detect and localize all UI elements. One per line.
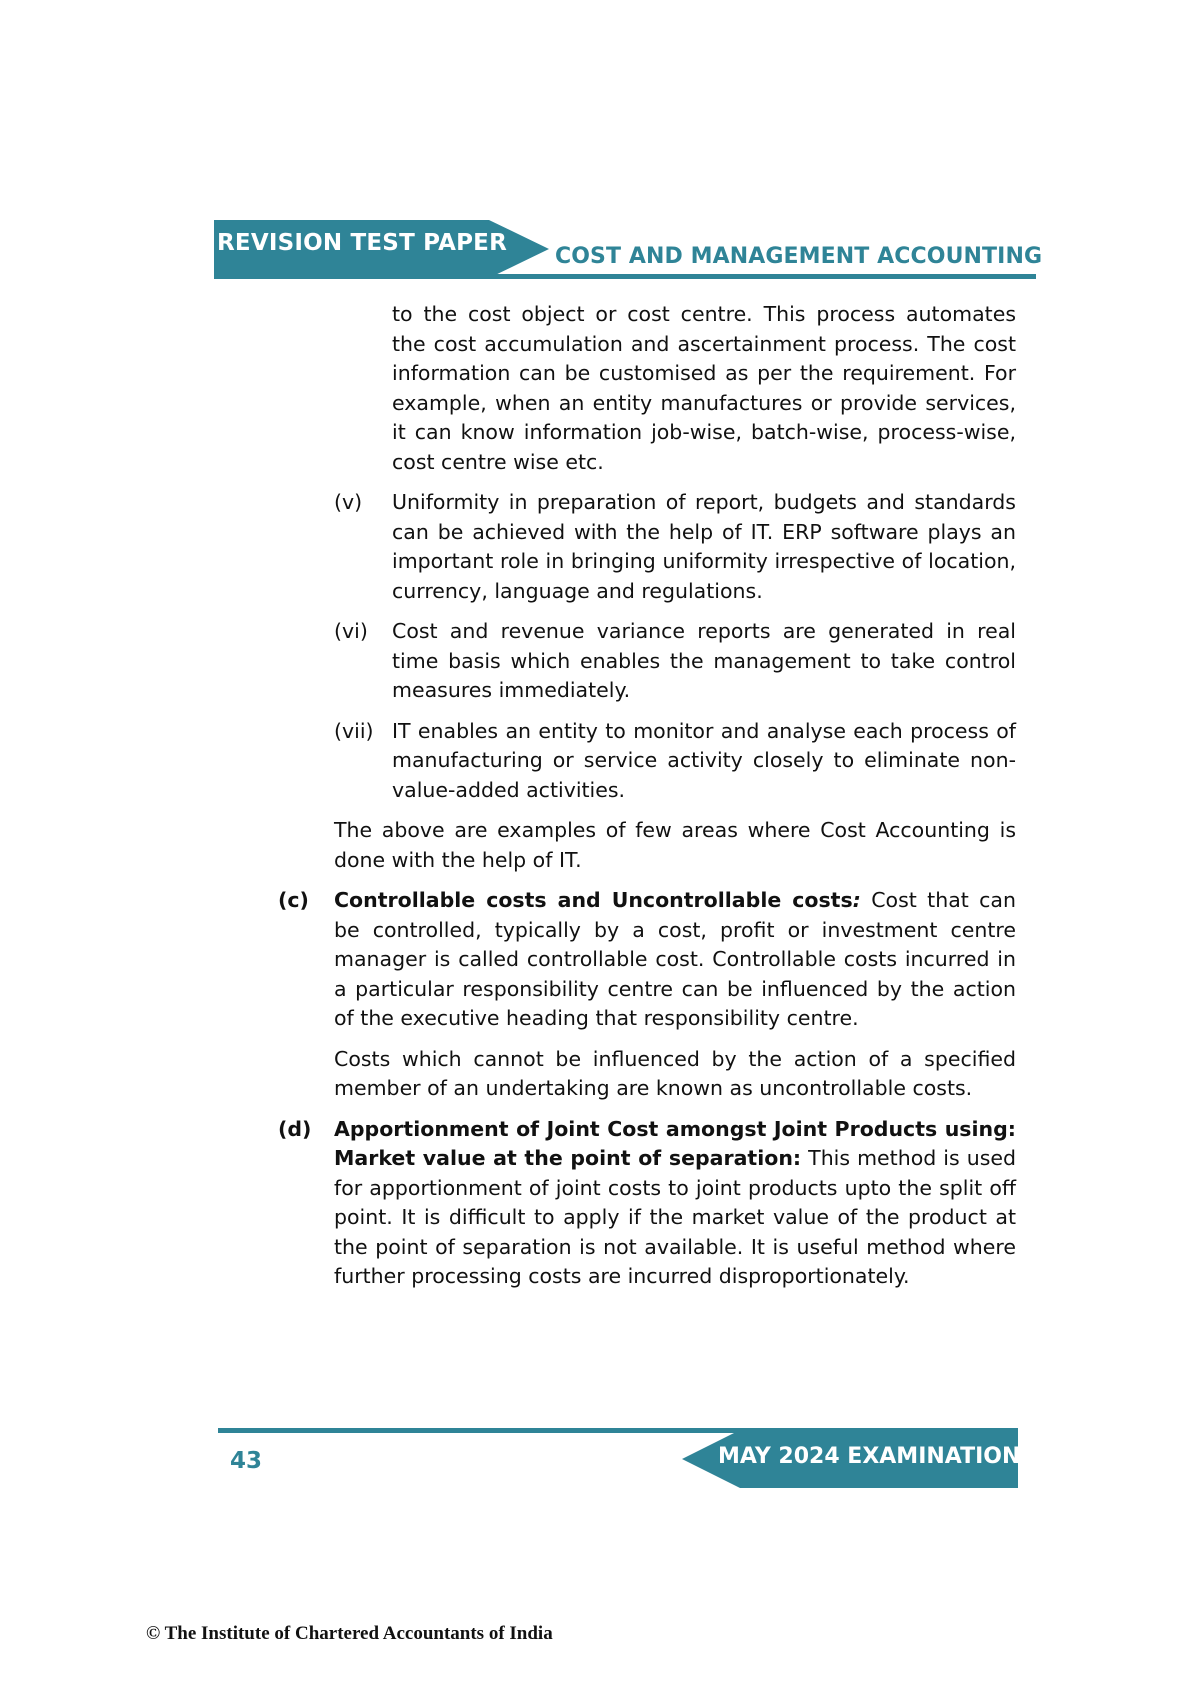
page-body [0, 300, 1191, 1292]
copyright-notice: © The Institute of Chartered Accountants of India [146, 1623, 553, 1644]
list-item-text: IT enables an entity to monitor and analyse each process of manufacturing or service activity closely to eliminate non-value-added activities. [392, 718, 1016, 802]
section-d-text: This method is used for apportionment of joint costs to joint products upto the split off point. It is difficult to apply if the market value of the product at the point of separation is not available. It is useful method where further processing costs are incurred disproportionately. [334, 1146, 1016, 1288]
header-rule [214, 274, 1036, 279]
list-item-vii [0, 717, 1191, 806]
summary-paragraph: The above are examples of few areas where Cost Accounting is done with the help of IT. [334, 818, 1016, 872]
list-item-text: Cost and revenue variance reports are generated in real time basis which enables the management to take control measures immediately. [392, 619, 1016, 702]
section-c-heading: Controllable costs and Uncontrollable costs [334, 888, 853, 912]
list-item-label: (v) [334, 490, 363, 514]
section-d-heading: Apportionment of Joint Cost amongst Joint Products using: Market value at the point of separation: [334, 1116, 1016, 1170]
section-d-label: (d) [278, 1116, 312, 1141]
footer-exam-title: MAY 2024 EXAMINATION [718, 1444, 1021, 1469]
section-d [0, 1115, 1191, 1292]
header-right-title: COST AND MANAGEMENT ACCOUNTING [555, 244, 1043, 269]
list-item-text: Uniformity in preparation of report, budgets and standards can be achieved with the help of IT. ERP software plays an important role in bringing uniformity irrespective of location, currency, language and regulations. [392, 490, 1016, 603]
section-c-text: Cost that can be controlled, typically by a cost, profit or investment centre manager is called controllable cost. Controllable costs incurred in a particular responsibility centre can be influenced by the action of the executive heading that responsibility centre. [334, 888, 1016, 1030]
list-item-label: (vi) [334, 619, 368, 643]
section-c-colon: : [852, 888, 861, 912]
section-c-paragraph [334, 886, 1016, 1034]
page-number: 43 [230, 1448, 263, 1474]
section-c-label: (c) [278, 888, 309, 912]
list-item-label: (vii) [334, 718, 374, 743]
continuation-paragraph: to the cost object or cost centre. This process automates the cost accumulation and ascertainment process. The cost information can be customised as per the requirement. For example, when an entity manufactures or provide services, it can know information job-wise, batch-wise, process-wise, cost centre wise etc. [392, 302, 1016, 474]
list-item-v [0, 488, 1191, 606]
section-c-second-paragraph: Costs which cannot be influenced by the action of a specified member of an undertaking are known as uncontrollable costs. [334, 1046, 1016, 1100]
section-c [0, 886, 1191, 1034]
header-left-title: REVISION TEST PAPER [217, 230, 507, 256]
list-item-vi [0, 617, 1191, 706]
section-d-paragraph [334, 1115, 1016, 1292]
